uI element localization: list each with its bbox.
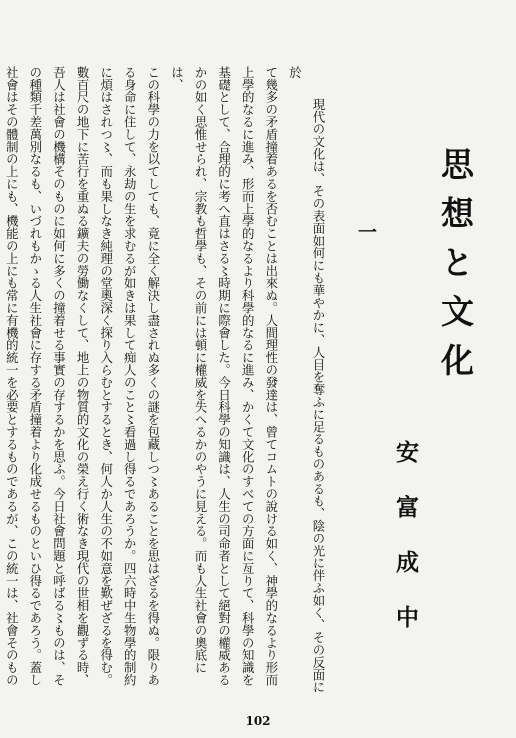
- section-number: 一: [355, 222, 377, 241]
- body-column-2: て幾多の矛盾撞着あるを否むことは出來ぬ。人間理性の發達は、曾てコムトの說ける如く、神學的なるより形而: [263, 66, 279, 686]
- body-text: [4, 66, 330, 694]
- author-name: 安富成中: [392, 440, 419, 660]
- body-column-1: 現代の文化は、その表面如何にも華やかに、人目を奪ふに足るものあるも、陰の光に伴ふ如く、その反面に於: [287, 66, 326, 694]
- body-column-5: かの如く思惟せられ、宗教も哲學も、その前には頓に權威を失へるかのやうに見える。而も人生社會の奧底には、: [169, 66, 209, 674]
- body-column-6: この科學の力を以てしても、竟に全く解決し盡されぬ多くの謎を包藏しつ〻あることを思はざるを得ぬ。限りあ: [145, 66, 161, 686]
- body-column-7: る身命に住して、永劫の生を求むるが如きは果して痴人のこと〻看過し得るであろうか。四六時中生物學的制約: [122, 66, 138, 686]
- body-column-12: 社會はその體制の上にも、機能の上にも常に有機的統一を必要とするものであるが、この統一は、社會そのもの: [4, 66, 20, 686]
- body-column-4: 基礎として、合理的に考へ直はさる〻時期に際會した。今日科學の知識は、人生の司命者として絕對の權威ある: [216, 66, 232, 686]
- body-column-10: 吾人は社會の機構そのものに如何に多くの撞着せる事實の存するかを思ふ。今日社會問題と呼ばる〻ものは、そ: [51, 66, 67, 686]
- page-number: 102: [245, 714, 271, 728]
- article-title: 思想と文化: [436, 147, 475, 392]
- body-column-8: に煩はされつ〻、而も果しなき純理の堂奧深く探り入らむとするとき、何人か人生の不如意を歎ぜざるを得む。: [98, 66, 114, 686]
- body-column-11: の種類千差萬別なるも、いづれもかゝる人生社會に存する矛盾撞着より化成せるものといひ得るであろう。蓋し: [27, 66, 43, 686]
- body-column-3: 上學的なるに進み、形而上學的なるより科學的なるに進み、かくて文化のすべての方面に亙りて、科學の知識を: [240, 66, 256, 686]
- body-column-9: 數百尺の地下に苦行を重ぬる鑛夫の勞働なくして、地上の物質的文化の榮え行く術なき現代の世相を觀ずる時、: [75, 66, 91, 686]
